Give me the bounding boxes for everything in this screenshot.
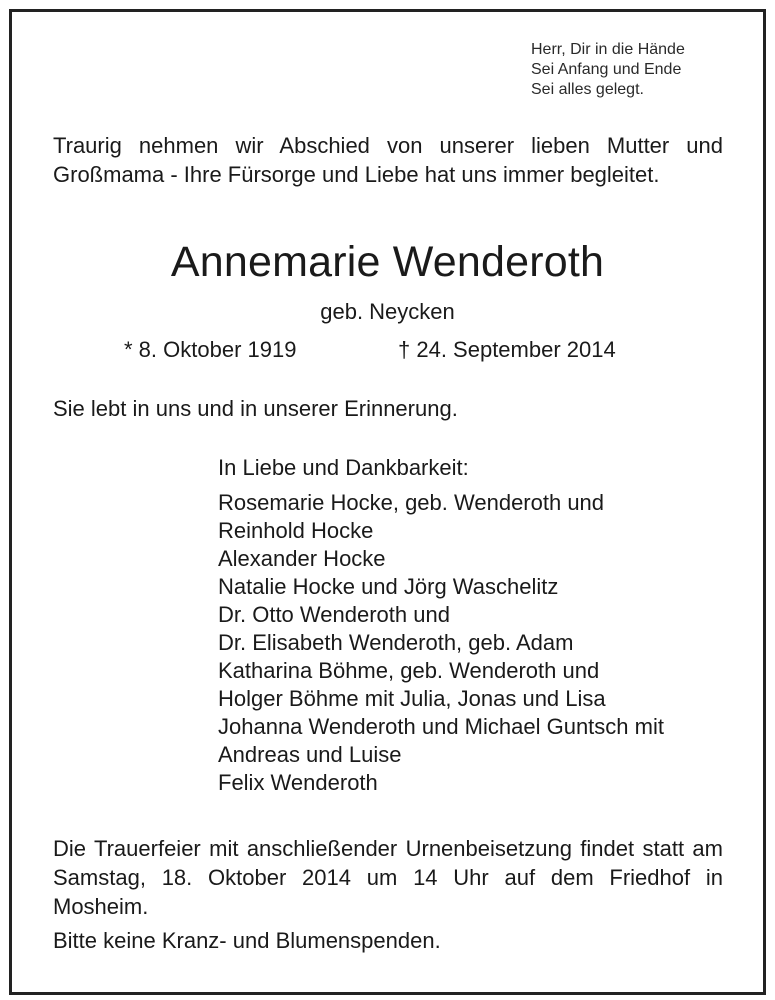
verse-line: Sei alles gelegt. [531, 81, 644, 98]
mourner-name: Johanna Wenderoth und Michael Guntsch mit [218, 714, 664, 739]
intro-text: Traurig nehmen wir Abschied von unserer lieben Mutter und Großmama - Ihre Fürsorge und Liebe hat uns immer begleitet. [53, 133, 723, 187]
mourner-name: Alexander Hocke [218, 546, 386, 571]
mourner-name: Natalie Hocke und Jörg Waschelitz [218, 574, 559, 599]
death-date: † 24. September 2014 [398, 337, 616, 362]
mourner-name: Dr. Otto Wenderoth und [218, 602, 450, 627]
verse-line: Sei Anfang und Ende [531, 61, 682, 78]
mourner-name: Dr. Elisabeth Wenderoth, geb. Adam [218, 630, 574, 655]
verse-line: Herr, Dir in die Hände [531, 41, 685, 58]
verse [531, 40, 685, 100]
mourner-name: Holger Böhme mit Julia, Jonas und Lisa [218, 686, 606, 711]
mourner-name: Felix Wenderoth [218, 770, 378, 795]
mourner-name: Andreas und Luise [218, 742, 402, 767]
mourner-name: Rosemarie Hocke, geb. Wenderoth und [218, 490, 605, 515]
request-text: Bitte keine Kranz- und Blumenspenden. [53, 928, 441, 953]
mourners-heading: In Liebe und Dankbarkeit: [218, 455, 469, 480]
mourners-list [218, 489, 664, 797]
memory-line: Sie lebt in uns und in unserer Erinnerung. [53, 396, 458, 421]
mourner-name: Katharina Böhme, geb. Wenderoth und [218, 658, 600, 683]
birth-name: geb. Neycken [320, 299, 455, 324]
deceased-name: Annemarie Wenderoth [170, 238, 605, 286]
birth-date: * 8. Oktober 1919 [124, 337, 297, 362]
mourner-name: Reinhold Hocke [218, 518, 374, 543]
ceremony-text: Die Trauerfeier mit anschließender Urnenbeisetzung findet statt am Samstag, 18. Oktober 2014 um 14 Uhr auf dem Friedhof in Mosheim. [53, 836, 723, 919]
